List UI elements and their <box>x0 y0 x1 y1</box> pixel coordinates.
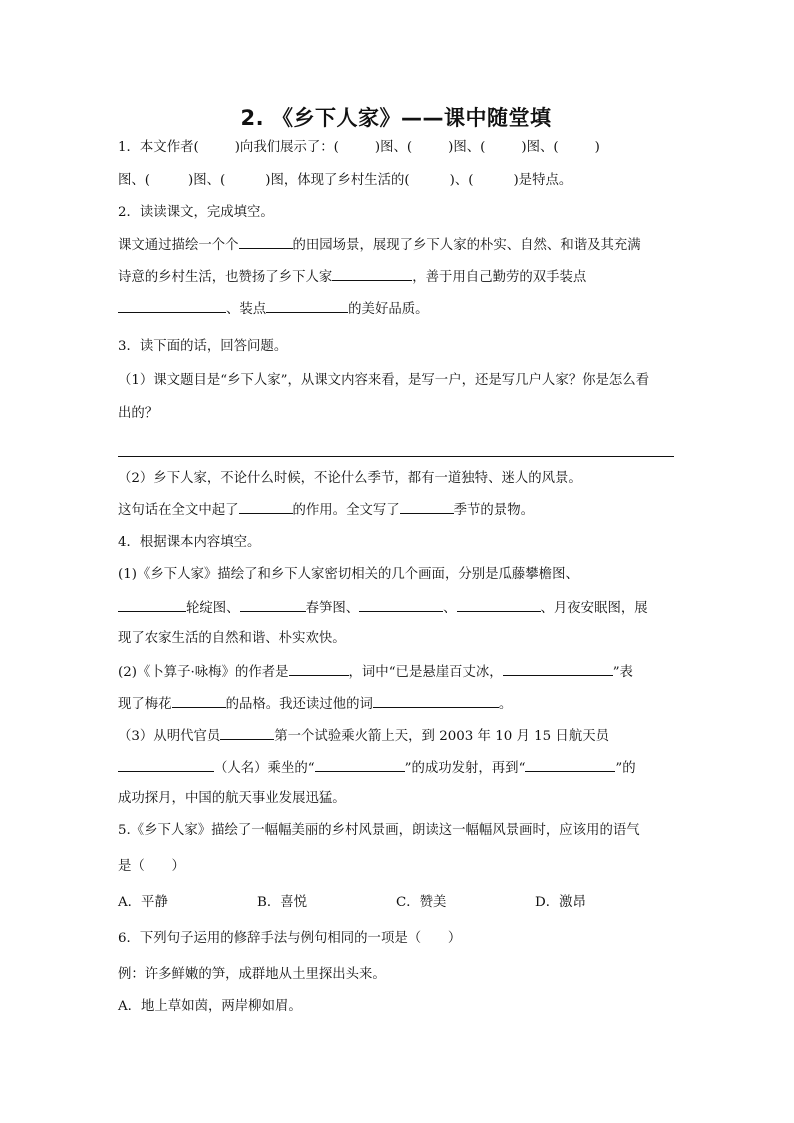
q4-p3-line-1: （3）从明代官员 第一个试验乘火箭上天，到 2003 年 10 月 15 日航天员 <box>118 725 674 757</box>
worksheet <box>118 98 674 1029</box>
q3-answer-area <box>118 436 674 469</box>
q5-option-a[interactable]: A．平静 <box>118 895 168 910</box>
q4-heading: 4．根据课本内容填空。 <box>118 535 261 550</box>
q5-line-1: 5.《乡下人家》描绘了一幅幅美丽的乡村风景画，朗读这一幅幅风景画时，应该用的语气 <box>118 823 640 838</box>
blank[interactable] <box>315 757 405 772</box>
q3-p1-line-2: 出的？ <box>118 406 159 421</box>
q4-p1-line-2: 轮绽图、 春笋图、 、 、月夜安眠图，展 <box>118 597 674 629</box>
blank[interactable] <box>503 661 613 676</box>
blank[interactable] <box>457 597 541 612</box>
blank[interactable] <box>172 693 226 708</box>
q5-options <box>118 893 674 929</box>
blank[interactable] <box>220 725 274 740</box>
q4-p3-line-2: （人名）乘坐的“ ”的成功发射，再到“ ”的 <box>118 757 674 789</box>
page-title: 2. 《乡下人家》——课中随堂填 <box>240 106 552 130</box>
blank[interactable] <box>240 597 306 612</box>
q2-line-1: 课文通过描绘一个个 的田园场景，展现了乡下人家的朴实、自然、和谐及其充满 <box>118 234 674 266</box>
q6-heading: 6．下列句子运用的修辞手法与例句相同的一项是（ ） <box>118 931 462 946</box>
q1-line-2: 图、( )图、( )图，体现了乡村生活的( )、( )是特点。 <box>118 173 573 188</box>
q4-p1-line-3: 现了农家生活的自然和谐、朴实欢快。 <box>118 631 346 646</box>
blank[interactable] <box>118 298 226 313</box>
q5-option-d[interactable]: D．激昂 <box>535 895 586 910</box>
q2-line-3: 、装点 的美好品质。 <box>118 298 674 337</box>
q5-option-c[interactable]: C．赞美 <box>396 895 447 910</box>
q1-line-1: 1．本文作者( )向我们展示了：( )图、( )图、( )图、( ) <box>118 140 600 155</box>
blank[interactable] <box>373 693 499 708</box>
q4-p2-line-2: 现了梅花 的品格。我还读过他的词 。 <box>118 693 674 725</box>
q3-heading: 3．读下面的话，回答问题。 <box>118 339 288 354</box>
q3-p1-line-1: （1）课文题目是“乡下人家”，从课文内容来看，是写一户，还是写几户人家？你是怎么看 <box>118 373 650 388</box>
blank[interactable] <box>332 266 412 281</box>
blank[interactable] <box>266 298 348 313</box>
q3-p2-line-2: 这句话在全文中起了 的作用。全文写了 季节的景物。 <box>118 499 674 533</box>
q5-option-b[interactable]: B．喜悦 <box>257 895 308 910</box>
q6-example: 例：许多鲜嫩的笋，成群地从土里探出头来。 <box>118 967 386 982</box>
blank[interactable] <box>525 757 615 772</box>
q6-option-a[interactable]: A．地上草如茵，两岸柳如眉。 <box>118 999 302 1014</box>
q4-p3-line-3: 成功探月，中国的航天事业发展迅猛。 <box>118 791 346 806</box>
blank[interactable] <box>118 757 214 772</box>
q5-line-2: 是（ ） <box>118 859 185 874</box>
blank[interactable] <box>400 499 454 514</box>
q4-p1-line-1: (1)《乡下人家》描绘了和乡下人家密切相关的几个画面，分别是瓜藤攀檐图、 <box>118 567 579 582</box>
blank[interactable] <box>239 234 293 249</box>
q3-p2-line-1: （2）乡下人家，不论什么时候，不论什么季节，都有一道独特、迷人的风景。 <box>118 471 582 486</box>
blank[interactable] <box>118 597 186 612</box>
blank[interactable] <box>359 597 443 612</box>
q4-p2-line-1: (2)《卜算子·咏梅》的作者是 ，词中“已是悬崖百丈冰， ”表 <box>118 661 674 693</box>
q2-heading: 2．读读课文，完成填空。 <box>118 205 274 220</box>
blank[interactable] <box>239 499 293 514</box>
answer-line[interactable] <box>118 456 674 457</box>
q2-line-2: 诗意的乡村生活，也赞扬了乡下人家 ，善于用自己勤劳的双手装点 <box>118 266 674 298</box>
blank[interactable] <box>289 661 349 676</box>
